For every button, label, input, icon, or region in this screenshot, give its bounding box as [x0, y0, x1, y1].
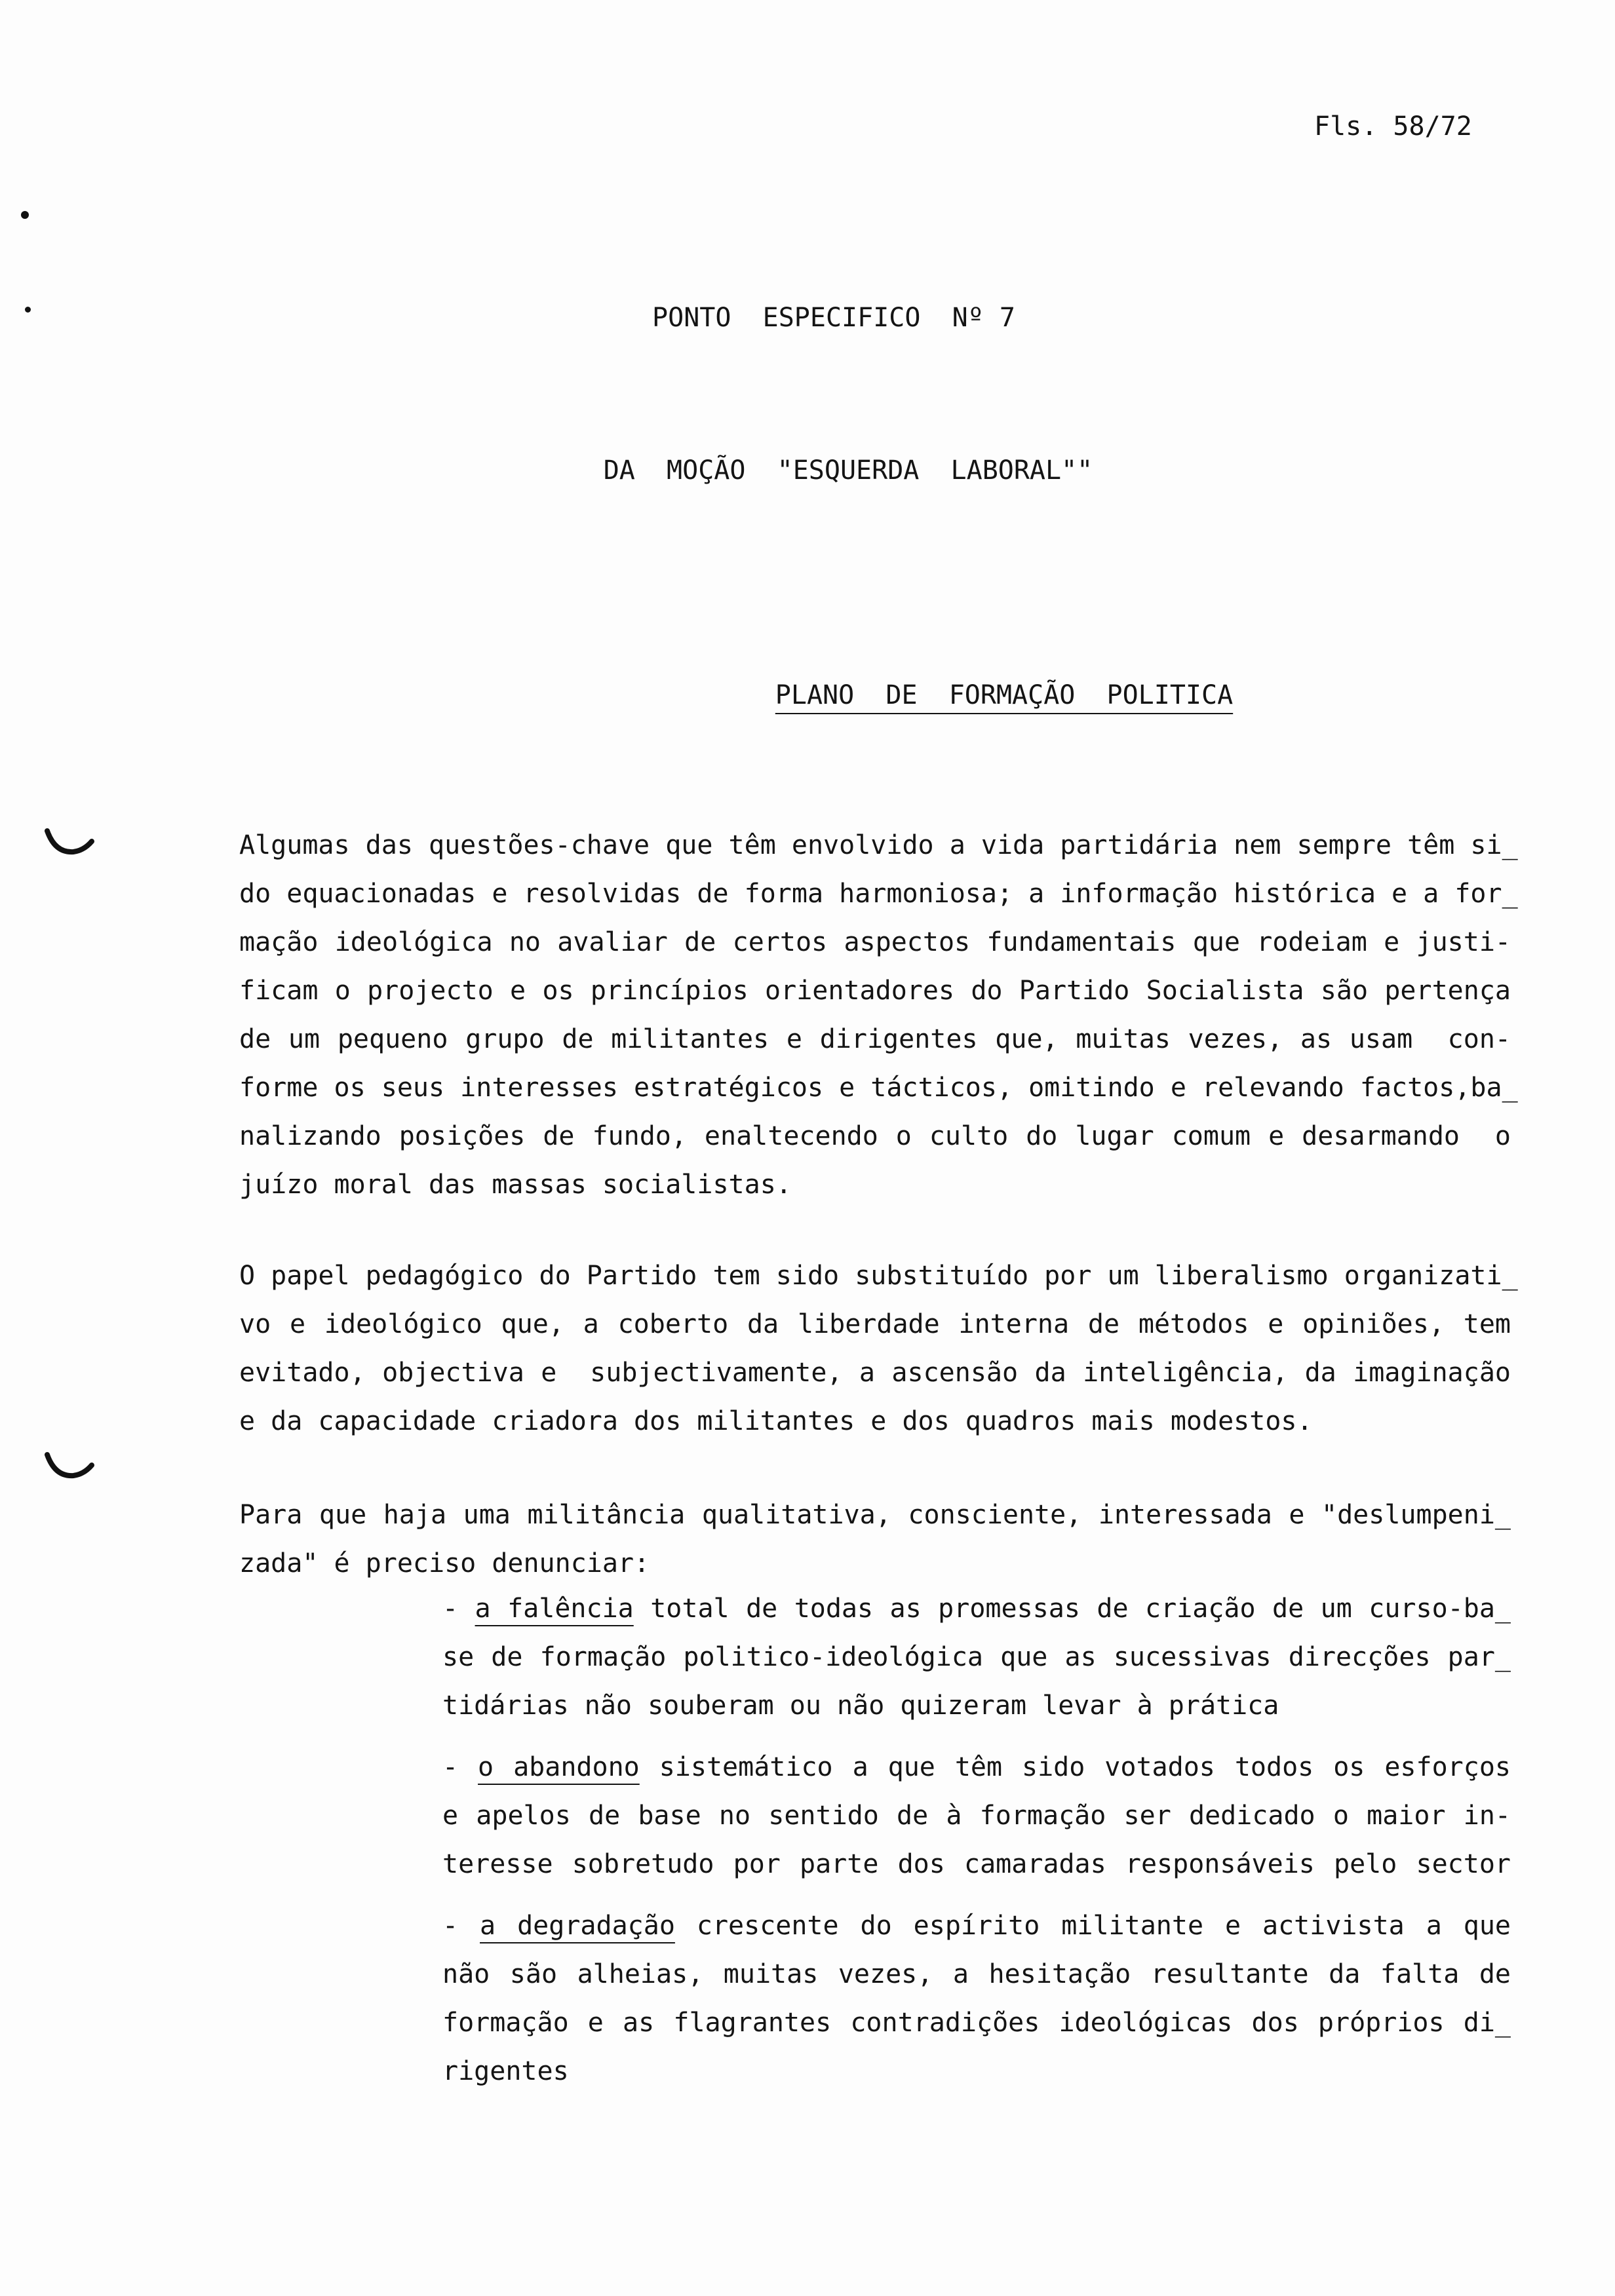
- paragraph-line: zada" é preciso denunciar:: [239, 1548, 650, 1578]
- paragraph-line: vo e ideológico que, a coberto da liberdade interna de métodos e opiniões, tem: [239, 1309, 1511, 1339]
- list-item-first-line: [442, 1902, 1511, 1950]
- list-text: total de todas as promessas de criação de um curso-ba_: [633, 1594, 1511, 1624]
- paragraph-1: [239, 821, 1518, 1209]
- page-number: Fls. 58/72: [1314, 111, 1472, 142]
- paragraph-line: de um pequeno grupo de militantes e dirigentes que, muitas vezes, as usam con-: [239, 1024, 1511, 1054]
- list-item-line: tidárias não souberam ou não quizeram levar à prática: [442, 1691, 1279, 1721]
- list-item-line: rigentes: [442, 2056, 569, 2086]
- list-item: [442, 1902, 1511, 2095]
- list-item: [442, 1584, 1511, 1730]
- paragraph-line: Para que haja uma militância qualitativa, consciente, interessada e "deslumpeni_: [239, 1500, 1511, 1530]
- document-subtitle: DA MOÇÃO "ESQUERDA LABORAL"": [603, 455, 1093, 486]
- list-keyword: o abandono: [478, 1752, 640, 1782]
- list-dash: -: [442, 1594, 475, 1624]
- paragraph-2: [239, 1252, 1518, 1445]
- list-keyword: a degradação: [480, 1911, 675, 1941]
- list-item-line: se de formação politico-ideológica que as sucessivas direcções par_: [442, 1642, 1511, 1672]
- paragraph-line: e da capacidade criadora dos militantes e dos quadros mais modestos.: [239, 1406, 1313, 1436]
- list-item-first-line: [442, 1743, 1511, 1791]
- list-dash: -: [442, 1911, 480, 1941]
- section-heading-text: PLANO DE FORMAÇÃO POLITICA: [775, 680, 1234, 710]
- paragraph-line: forme os seus interesses estratégicos e tácticos, omitindo e relevando factos,ba_: [239, 1073, 1518, 1103]
- list-text: sistemático a que têm sido votados todos os esforços: [639, 1752, 1511, 1782]
- punch-dot-mark: [21, 211, 29, 219]
- list-dash: -: [442, 1752, 478, 1782]
- list-item-line: teresse sobretudo por parte dos camaradas responsáveis pelo sector: [442, 1849, 1511, 1879]
- paragraph-line: juízo moral das massas socialistas.: [239, 1170, 792, 1200]
- binding-hook-mark: [43, 827, 96, 860]
- list-item-line: formação e as flagrantes contradições ideológicas dos próprios di_: [442, 2008, 1511, 2038]
- paragraph-line: do equacionadas e resolvidas de forma harmoniosa; a informação histórica e a for_: [239, 879, 1518, 909]
- list-item-first-line: [442, 1584, 1511, 1633]
- paragraph-line: mação ideológica no avaliar de certos aspectos fundamentais que rodeiam e justi-: [239, 927, 1511, 957]
- paragraph-line: nalizando posições de fundo, enaltecendo o culto do lugar comum e desarmando o: [239, 1121, 1511, 1151]
- list-keyword: a falência: [475, 1594, 634, 1624]
- binding-hook-mark: [43, 1451, 96, 1483]
- list-item-line: não são alheias, muitas vezes, a hesitação resultante da falta de: [442, 1959, 1511, 1989]
- section-heading: [197, 680, 1615, 710]
- list-item: [442, 1743, 1511, 1888]
- paragraph-3: [239, 1491, 1511, 1588]
- paragraph-line: Algumas das questões-chave que têm envolvido a vida partidária nem sempre têm si_: [239, 830, 1518, 860]
- paragraph-line: ficam o projecto e os princípios orientadores do Partido Socialista são pertença: [239, 976, 1511, 1006]
- list-item-line: e apelos de base no sentido de à formação ser dedicado o maior in-: [442, 1801, 1511, 1831]
- paragraph-line: evitado, objectiva e subjectivamente, a ascensão da inteligência, da imaginação: [239, 1358, 1511, 1388]
- paragraph-line: O papel pedagógico do Partido tem sido substituído por um liberalismo organizati_: [239, 1261, 1518, 1291]
- denunciation-list: [442, 1584, 1511, 2109]
- list-text: crescente do espírito militante e activista a que: [674, 1911, 1511, 1941]
- document-title: PONTO ESPECIFICO Nº 7: [652, 303, 1015, 333]
